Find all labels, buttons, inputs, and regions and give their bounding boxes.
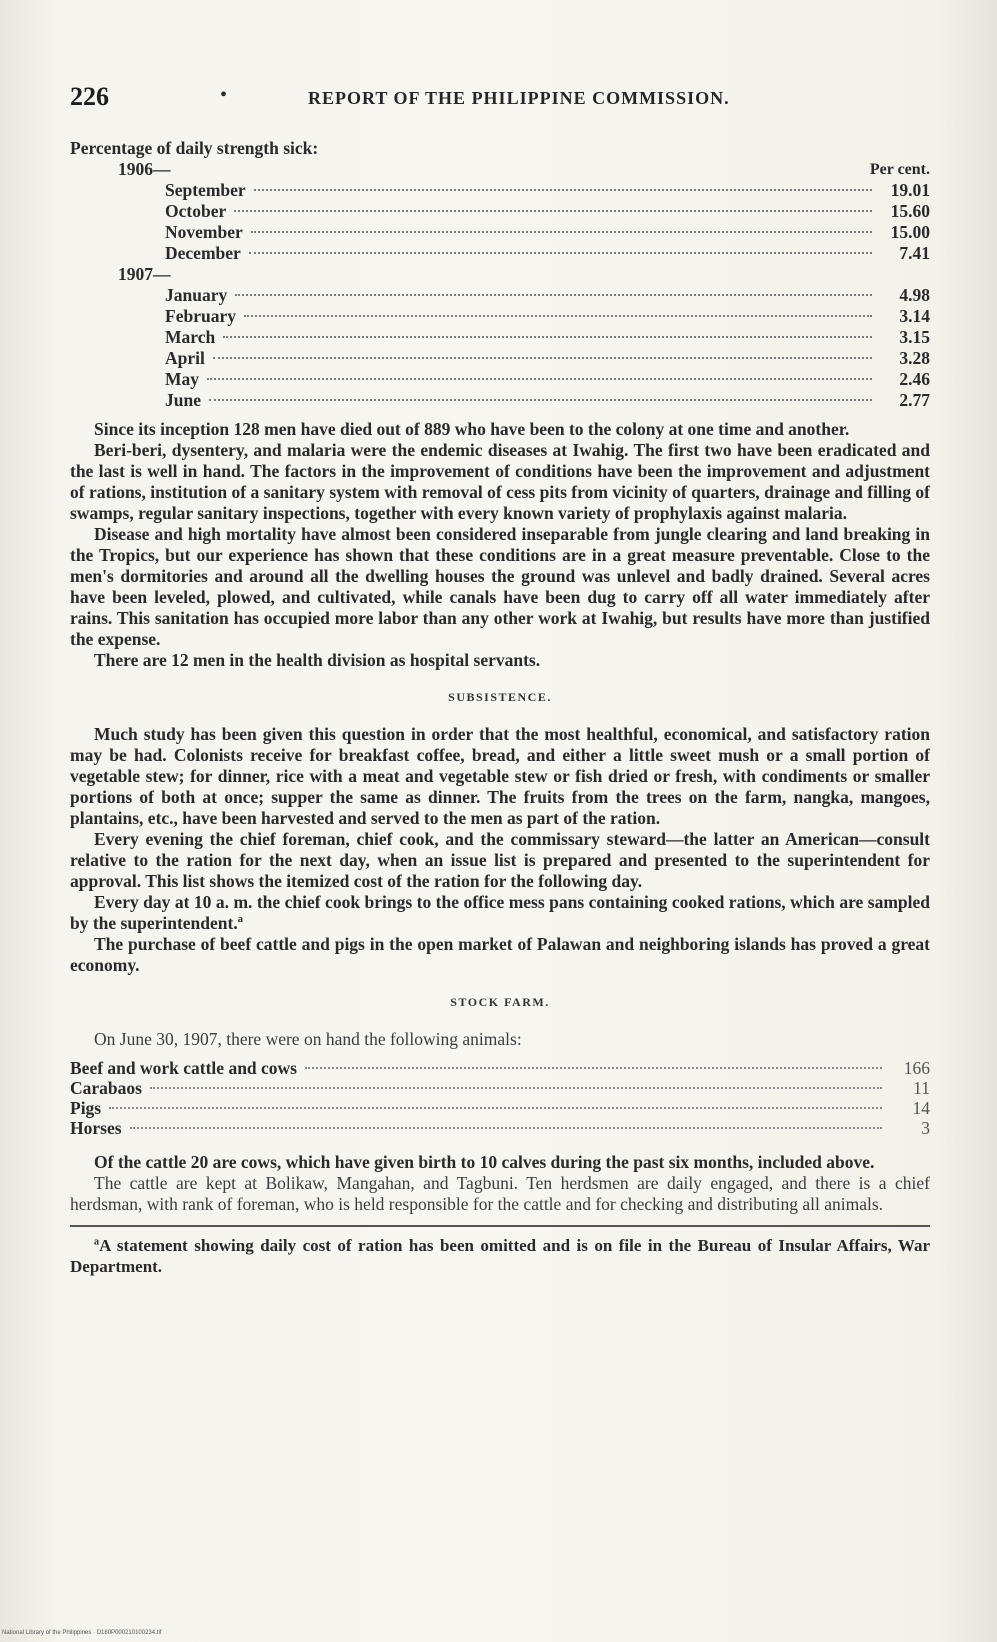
- sick-table: [70, 138, 930, 411]
- month-label: May: [165, 369, 200, 389]
- paragraph: Of the cattle 20 are cows, which have given birth to 10 calves during the past six months, included above.: [94, 1152, 875, 1172]
- table-row: [70, 390, 930, 411]
- table-row: [70, 1118, 930, 1138]
- month-label: January: [165, 285, 228, 305]
- percent-value: 15.00: [890, 222, 930, 242]
- animal-count: 166: [903, 1058, 930, 1078]
- paragraph: There are 12 men in the health division as hospital servants.: [94, 650, 541, 670]
- table-row: [70, 1098, 930, 1118]
- page-body: [70, 138, 930, 1277]
- table-row: [70, 327, 930, 348]
- table-row: [70, 369, 930, 390]
- month-label: April: [165, 348, 205, 368]
- paragraph: On June 30, 1907, there were on hand the following animals:: [94, 1029, 522, 1049]
- month-label: March: [165, 327, 216, 347]
- percent-value: 7.41: [899, 243, 930, 263]
- dot-leader: [223, 336, 872, 338]
- table-row: [70, 1078, 930, 1098]
- year-label: 1907—: [118, 264, 171, 284]
- dot-leader: [234, 210, 872, 212]
- page-header: [70, 82, 930, 116]
- dot-leader: [207, 378, 872, 380]
- animal-label: Pigs: [70, 1098, 102, 1118]
- header-bullet: •: [220, 84, 228, 106]
- percent-value: 4.98: [899, 285, 930, 305]
- dot-leader: [249, 252, 872, 254]
- table-row: [70, 285, 930, 306]
- table-row: [70, 201, 930, 222]
- paragraph: The purchase of beef cattle and pigs in the open market of Palawan and neighboring islands has proved a great economy.: [70, 934, 930, 975]
- dot-leader: [150, 1087, 882, 1089]
- paragraph: Every evening the chief foreman, chief cook, and the commissary steward—the latter an American—consult relative to the ration for the next day, when an issue list is prepared and presented to the superintendent for approval. This list shows the itemized cost of the ration for the following day.: [70, 829, 930, 891]
- month-label: September: [165, 180, 246, 200]
- dot-leader: [235, 294, 872, 296]
- table-row: [70, 1058, 930, 1078]
- paragraph: Beri-beri, dysentery, and malaria were the endemic diseases at Iwahig. The first two have been eradicated and the last is well in hand. The factors in the improvement of conditions have been the improvement and adjustment of rations, institution of a sanitary system with removal of cess pits from vicinity of quarters, drainage and filling of swamps, regular sanitary inspections, together with every known variety of prophylaxis against malaria.: [70, 440, 930, 523]
- dot-leader: [109, 1107, 882, 1109]
- paragraph: Since its inception 128 men have died out of 889 who have been to the colony at one time and another.: [94, 419, 850, 439]
- percent-value: 15.60: [890, 201, 930, 221]
- percent-value: 3.14: [899, 306, 930, 326]
- month-label: November: [165, 222, 243, 242]
- animal-count: 14: [912, 1098, 930, 1118]
- animal-table: [70, 1058, 930, 1138]
- paragraph: Disease and high mortality have almost been considered inseparable from jungle clearing and land breaking in the Tropics, but our experience has shown that these conditions are in a great measure preventable. Close to the men's dormitories and around all the dwelling houses the ground was unlevel and badly drained. Several acres have been leveled, plowed, and cultivated, while canals have been dug to carry off all water immediately after rains. This sanitation has occupied more labor than any other work at Iwahig, but results have more than justified the expense.: [70, 524, 930, 649]
- animal-label: Horses: [70, 1118, 122, 1138]
- sick-table-caption: Percentage of daily strength sick:: [70, 138, 319, 158]
- dot-leader: [254, 189, 872, 191]
- dot-leader: [305, 1067, 882, 1069]
- dot-leader: [244, 315, 872, 317]
- month-label: June: [165, 390, 201, 410]
- dot-leader: [213, 357, 872, 359]
- dot-leader: [209, 399, 872, 401]
- footnote: ªA statement showing daily cost of ration has been omitted and is on file in the Bureau of Insular Affairs, War Department.: [70, 1236, 930, 1276]
- percent-value: 3.15: [899, 327, 930, 347]
- table-row: [70, 180, 930, 201]
- paragraph: Every day at 10 a. m. the chief cook brings to the office mess pans containing cooked rations, which are sampled by the superintendent.ª: [70, 892, 930, 933]
- table-row: [70, 243, 930, 264]
- table-row: [70, 348, 930, 369]
- running-head: REPORT OF THE PHILIPPINE COMMISSION.: [308, 88, 730, 108]
- footnote-divider: [70, 1225, 930, 1227]
- animal-count: 11: [913, 1078, 930, 1098]
- percent-value: 2.77: [899, 390, 930, 410]
- scan-credit: National Library of the Philippines · D180P000210100234.tif: [2, 1630, 162, 1636]
- animal-label: Carabaos: [70, 1078, 142, 1098]
- year-label: 1906—: [118, 159, 171, 179]
- percent-value: 3.28: [899, 348, 930, 368]
- month-label: October: [165, 201, 227, 221]
- section-heading-subsistence: SUBSISTENCE.: [448, 690, 552, 704]
- table-row: [70, 306, 930, 327]
- dot-leader: [130, 1127, 882, 1129]
- page-number: 226: [70, 82, 109, 111]
- percent-value: 19.01: [890, 180, 930, 200]
- section-heading-stock-farm: STOCK FARM.: [450, 995, 550, 1009]
- animal-label: Beef and work cattle and cows: [70, 1058, 297, 1078]
- dot-leader: [251, 231, 872, 233]
- unit-label: Per cent.: [869, 161, 930, 178]
- month-label: February: [165, 306, 236, 326]
- animal-count: 3: [921, 1118, 930, 1138]
- table-row: [70, 222, 930, 243]
- month-label: December: [165, 243, 241, 263]
- paragraph: The cattle are kept at Bolikaw, Mangahan, and Tagbuni. Ten herdsmen are daily engaged, and there is a chief herdsman, with rank of foreman, who is held responsible for the cattle and for checking and distributing all animals.: [70, 1173, 930, 1214]
- sick-table-head: [70, 159, 930, 180]
- paragraph: Much study has been given this question in order that the most healthful, economical, and satisfactory ration may be had. Colonists receive for breakfast coffee, bread, and either a little sweet mush or a small portion of vegetable stew; for dinner, rice with a meat and vegetable stew or fish dried or fresh, with condiments or smaller portions of both at once; supper the same as dinner. The fruits from the trees on the farm, nangka, mangoes, plantains, etc., have been harvested and served to the men as part of the ration.: [70, 724, 930, 828]
- percent-value: 2.46: [899, 369, 930, 389]
